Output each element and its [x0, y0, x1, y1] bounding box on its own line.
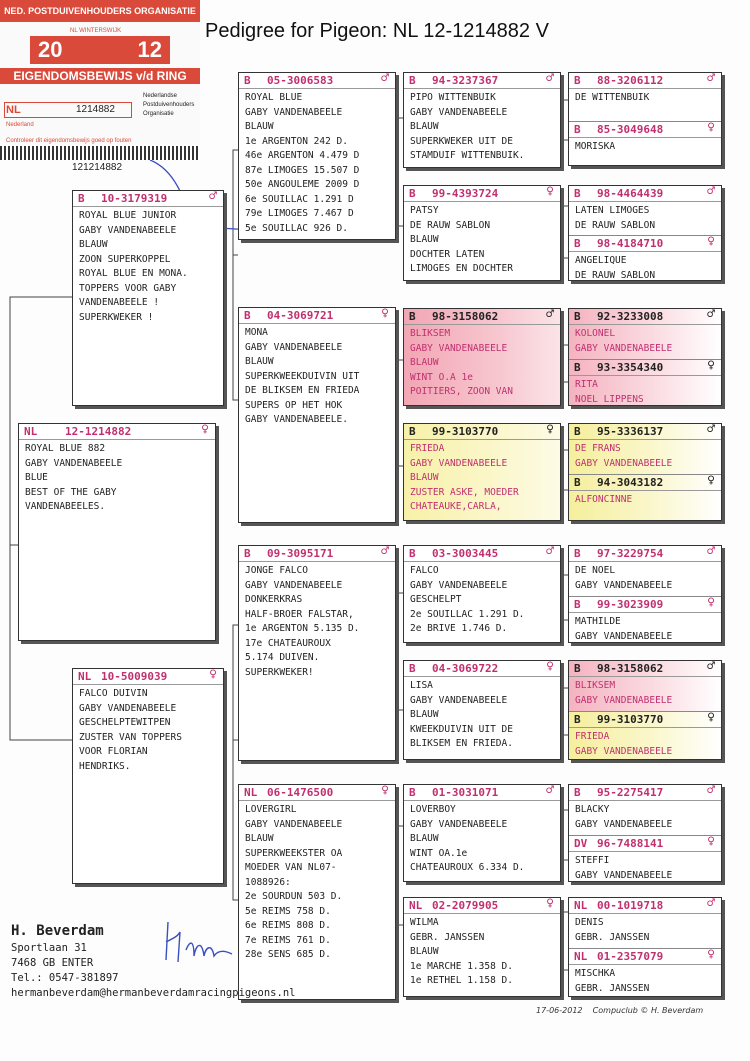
footer	[536, 1006, 703, 1015]
pigeon-card-dam-sire[interactable]: B 09-3095171 ♂ JONGE FALCO GABY VANDENABEELE DONKERKRAS HALF-BROER FALSTAR, 1e ARGENTON 5.135 D. 17e CHATEAUROUX 5.174 DUIVEN. SUPERKWEKER!	[238, 545, 396, 761]
stamp-control-text: Controleer dit eigendomsbewijs goed op fouten	[6, 138, 132, 144]
pigeon-card-dam-dam[interactable]: NL 06-1476500 ♀ LOVERGIRL GABY VANDENABEELE BLAUW SUPERKWEEKSTER OA MOEDER VAN NL07- 1088926: 2e SOURDUN 503 D. 5e REIMS 758 D. 6e REIMS 808 D. 7e REIMS 761 D. 28e SENS 685 D.	[238, 784, 396, 1000]
pigeon-card-dds[interactable]: B 01-3031071 ♂ LOVERBOY GABY VANDENABEELE BLAUW WINT OA.1e CHATEAUROUX 6.334 D.	[403, 784, 561, 882]
owner-postcode: 7468 GB ENTER	[11, 957, 94, 969]
pigeon-pair-card-6[interactable]: B 98-3158062 ♂ BLIKSEM GABY VANDENABEELE B 99-3103770 ♀ FRIEDA GABY VANDENABEELE	[568, 660, 722, 760]
footer-credit: Compuclub © H. Beverdam	[592, 1006, 704, 1015]
stamp-eigendom: EIGENDOMSBEWIJS v/d RING	[0, 68, 200, 84]
page-title: Pedigree for Pigeon: NL 12-1214882 V	[205, 20, 549, 42]
owner-block	[11, 921, 295, 1001]
stamp-small-label: NL WINTERSWIJK	[70, 28, 122, 34]
pigeon-card-sire-dam[interactable]: B 04-3069721 ♀ MONA GABY VANDENABEELE BLAUW SUPERKWEEKDUIVIN UIT DE BLIKSEM EN FRIEDA SUPERS OP HET HOK GABY VANDENABEELE.	[238, 307, 396, 523]
stamp-country-label: Nederland	[6, 122, 34, 128]
stamp-barcode-band	[0, 146, 200, 160]
stamp-org: NED. POSTDUIVENHOUDERS ORGANISATIE	[0, 0, 200, 22]
stamp-npo: Nederlandse Postduivenhouders Organisatie	[143, 93, 195, 117]
pigeon-pair-card-2[interactable]: B 98-4464439 ♂ LATEN LIMOGES DE RAUW SABLON B 98-4184710 ♀ ANGELIQUE DE RAUW SABLON	[568, 185, 722, 281]
pigeon-card-sire-sire[interactable]: B 05-3006583 ♂ ROYAL BLUE GABY VANDENABEELE BLAUW 1e ARGENTON 242 D. 46e ARGENTON 4.479 D 87e LIMOGES 15.507 D 50e ANGOULEME 2009 D 6e SOUILLAC 1.291 D 79e LIMOGES 7.467 D 5e SOUILLAC 926 D.	[238, 72, 396, 240]
owner-address: Sportlaan 31	[11, 942, 87, 954]
pigeon-card-sire[interactable]: B 10-3179319 ♂ ROYAL BLUE JUNIOR GABY VANDENABEELE BLAUW ZOON SUPERKOPPEL ROYAL BLUE EN MONA. TOPPERS VOOR GABY VANDENABEELE ! SUPERKWEKER !	[72, 190, 224, 406]
owner-name: H. Beverdam	[11, 923, 104, 939]
footer-date: 17-06-2012	[536, 1006, 583, 1015]
barcode-number: 121214882	[72, 162, 123, 173]
pigeon-pair-card-8[interactable]: NL 00-1019718 ♂ DENIS GEBR. JANSSEN NL 01-2357079 ♀ MISCHKA GEBR. JANSSEN	[568, 897, 722, 997]
stamp-ring: 1214882	[76, 104, 115, 115]
pigeon-card-dsd[interactable]: B 04-3069722 ♀ LISA GABY VANDENABEELE BLAUW KWEEKDUIVIN UIT DE BLIKSEM EN FRIEDA.	[403, 660, 561, 760]
pigeon-pair-card-5[interactable]: B 97-3229754 ♂ DE NOEL GABY VANDENABEELE B 99-3023909 ♀ MATHILDE GABY VANDENABEELE	[568, 545, 722, 643]
pigeon-card-ssd[interactable]: B 99-4393724 ♀ PATSY DE RAUW SABLON BLAUW DOCHTER LATEN LIMOGES EN DOCHTER	[403, 185, 561, 281]
pigeon-pair-card-1[interactable]: B 88-3206112 ♂ DE WITTENBUIK B 85-3049648 ♀ MORISKA	[568, 72, 722, 166]
stamp-year: 20 12	[30, 36, 170, 64]
pigeon-pair-card-4[interactable]: B 95-3336137 ♂ DE FRANS GABY VANDENABEELE B 94-3043182 ♀ ALFONCINNE	[568, 423, 722, 521]
owner-email[interactable]: hermanbeverdam@hermanbeverdamracingpigeons.nl	[11, 987, 296, 999]
pigeon-card-dss[interactable]: B 03-3003445 ♂ FALCO GABY VANDENABEELE GESCHELPT 2e SOUILLAC 1.291 D. 2e BRIVE 1.746 D.	[403, 545, 561, 643]
pigeon-pair-card-3[interactable]: B 92-3233008 ♂ KOLONEL GABY VANDENABEELE B 93-3354340 ♀ RITA NOEL LIPPENS	[568, 308, 722, 406]
pigeon-card-subject[interactable]: NL 12-1214882 ♀ ROYAL BLUE 882 GABY VANDENABEELE BLUE BEST OF THE GABY VANDENABEELES.	[18, 423, 216, 641]
owner-phone: Tel.: 0547-381897	[11, 972, 119, 984]
pigeon-card-sds[interactable]: B 98-3158062 ♂ BLIKSEM GABY VANDENABEELE BLAUW WINT O.A 1e POITIERS, ZOON VAN	[403, 308, 561, 406]
pigeon-card-sss[interactable]: B 94-3237367 ♂ PIPO WITTENBUIK GABY VANDENABEELE BLAUW SUPERKWEKER UIT DE STAMDUIF WITTENBUIK.	[403, 72, 561, 168]
pigeon-card-sdd[interactable]: B 99-3103770 ♀ FRIEDA GABY VANDENABEELE BLAUW ZUSTER ASKE, MOEDER CHATEAUKE,CARLA,	[403, 423, 561, 521]
handwritten-signature	[160, 910, 240, 970]
pigeon-card-dam[interactable]: NL 10-5009039 ♀ FALCO DUIVIN GABY VANDENABEELE GESCHELPTEWITPEN ZUSTER VAN TOPPERS VOOR FLORIAN HENDRIKS.	[72, 668, 224, 884]
ring-certificate-stamp	[0, 0, 200, 160]
stamp-country: NL	[6, 104, 21, 116]
pigeon-pair-card-7[interactable]: B 95-2275417 ♂ BLACKY GABY VANDENABEELE DV 96-7488141 ♀ STEFFI GABY VANDENABEELE	[568, 784, 722, 882]
pigeon-card-ddd[interactable]: NL 02-2079905 ♀ WILMA GEBR. JANSSEN BLAUW 1e MARCHE 1.358 D. 1e RETHEL 1.158 D.	[403, 897, 561, 997]
